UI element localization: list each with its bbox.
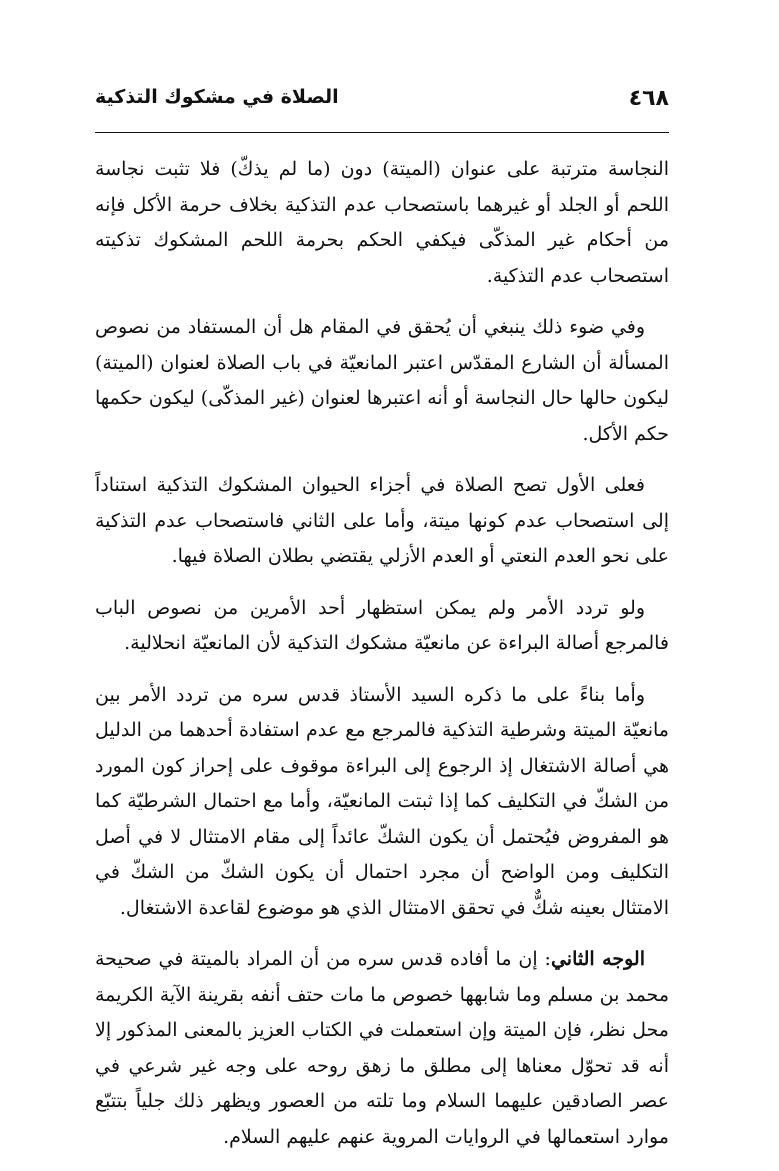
section-text: : إن ما أفاده قدس سره من أن المراد بالميتة في صحيحة محمد بن مسلم وما شابهها خصوص ما مات حتف أنفه بقرينة الآية الكريمة محل نظر، فإن الميتة وإن استعملت في الكتاب العزيز بالمعنى المذكور إلا أنه قد تحوّل معناها إلى مطلق ما زهق روحه على وجه غير شرعي في عصر الصادقين عليهما السلام وما تلته من العصور ويظهر ذلك جلياً بتتبّع موارد استعمالها في الروايات المروية عنهم عليهم السلام. [95,948,669,1148]
paragraph-2: وفي ضوء ذلك ينبغي أن يُحقق في المقام هل أن المستفاد من نصوص المسألة أن الشارع المقدّس اعتبر المانعيّة في باب الصلاة لعنوان (الميتة) ليكون حالها حال النجاسة أو أنه اعتبرها لعنوان (غير المذكّى) ليكون حكمها حكم الأكل. [95,316,669,445]
running-title: الصلاة في مشكوك التذكية [95,86,339,108]
paragraph-6 [95,942,669,1155]
paragraph-3: فعلى الأول تصح الصلاة في أجزاء الحيوان المشكوك التذكية استناداً إلى استصحاب عدم كونها ميتة، وأما على الثاني فاستصحاب عدم التذكية على نحو العدم النعتي أو العدم الأزلي يقتضي بطلان الصلاة فيها. [95,474,669,567]
header-divider [95,132,669,133]
paragraph-5: وأما بناءً على ما ذكره السيد الأستاذ قدس سره من تردد الأمر بين مانعيّة الميتة وشرطية التذكية فالمرجع مع عدم استفادة أحدهما من الدليل هي أصالة الاشتغال إذ الرجوع إلى البراءة موقوف على إحراز كون المورد من الشكّ في التكليف كما إذا ثبتت المانعيّة، وأما مع احتمال الشرطيّة كما هو المفروض فيُحتمل أن يكون الشكّ عائداً إلى مقام الامتثال لا في أصل التكليف ومن الواضح أن مجرد احتمال أن يكون الشكّ من الشكّ في الامتثال بعينه شكٌّ في تحقق الامتثال الذي هو موضوع لقاعدة الاشتغال. [95,683,669,919]
paragraph-4: ولو تردد الأمر ولم يمكن استظهار أحد الأمرين من نصوص الباب فالمرجع أصالة البراءة عن مانعيّة مشكوك التذكية لأن المانعيّة انحلالية. [95,596,669,654]
page-number: ٤٦٨ [628,86,669,111]
paragraph-1: النجاسة مترتبة على عنوان (الميتة) دون (ما لم يذكّ) فلا تثبت نجاسة اللحم أو الجلد أو غيرهما باستصحاب عدم التذكية بخلاف حرمة الأكل فإنه من أحكام غير المذكّى فيكفي الحكم بحرمة اللحم المشكوك تذكيته استصحاب عدم التذكية. [95,158,669,287]
running-header [95,82,669,126]
body-text [95,152,669,1171]
section-heading: الوجه الثاني [550,948,645,970]
